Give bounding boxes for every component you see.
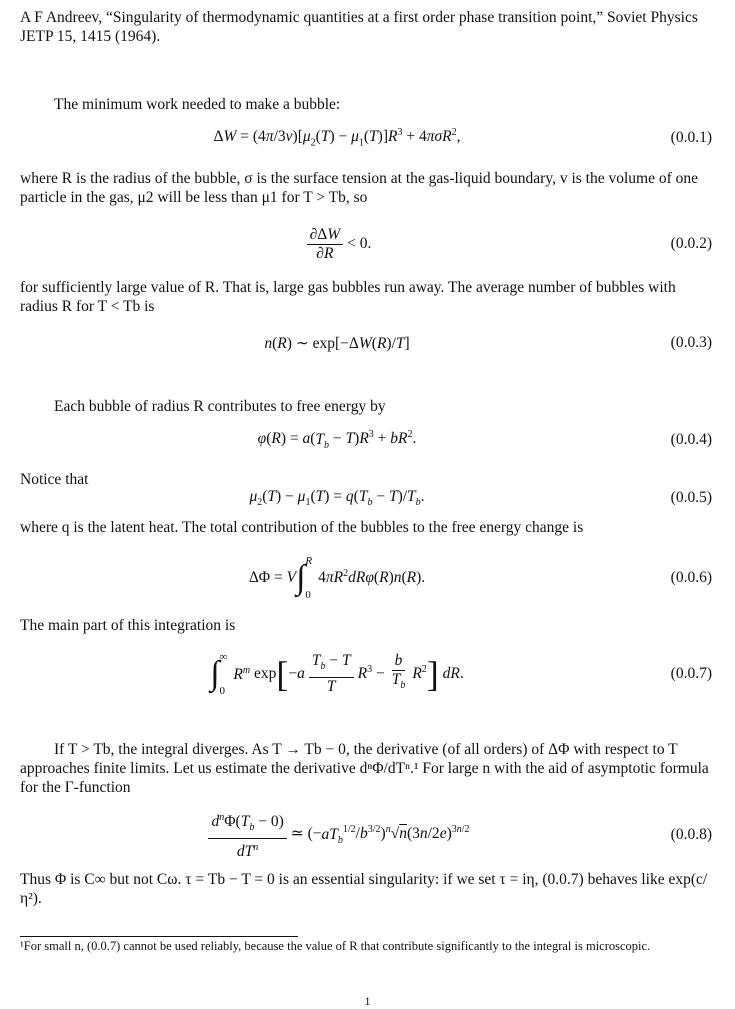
equation-number: (0.0.7) xyxy=(670,665,712,682)
equation-0-0-3: n(R) ∼ exp[−ΔW(R)/T] (0.0.3) xyxy=(264,334,712,352)
intro-text: The minimum work needed to make a bubble: xyxy=(54,96,341,113)
notice-text: Notice that xyxy=(20,471,89,488)
paragraph-thus: Thus Φ is C∞ but not Cω. τ = Tb − T = 0 is an essential singularity: if we set τ = iη, (0.0.7) behaves like exp(c/η²). xyxy=(20,871,708,907)
equation-number: (0.0.8) xyxy=(670,826,712,843)
equation-0-0-5: $\mu_2(T) - \mu_1(T) = q(T_b - T)/T_b$. (0.0.5) xyxy=(249,487,712,509)
equation-number: (0.0.3) xyxy=(670,334,712,351)
paragraph-large: for sufficiently large value of R. That is, large gas bubbles run away. The average number of bubbles with radius R for T < Tb is xyxy=(20,279,676,315)
equation-0-0-1: $\Delta W = (4\pi/3v)[\mu_2(T) - \mu_1(T)]R^3 + 4\pi\sigma R^2$, (0.0.1) xyxy=(213,127,712,149)
paragraph-where: where R is the radius of the bubble, σ is the surface tension at the gas-liquid boundary, v is the volume of one particle in the gas, μ2 will be less than μ1 for T > Tb, so xyxy=(20,170,698,206)
reference-citation: A F Andreev, “Singularity of thermodynamic quantities at a first order phase transition point,” Soviet Physics JETP 15, 1415 (1964). xyxy=(20,9,698,45)
equation-number: (0.0.6) xyxy=(670,569,712,586)
footnote-rule xyxy=(20,936,298,937)
page-number: 1 xyxy=(364,994,371,1008)
equation-0-0-7: ∫ ∞ 0 $R^m$ exp [ −a $\frac{T_b - T}{T}$ $R^3$ − $\frac{b}{T_b}$ $R^2$ ] dR. (0.0.7) xyxy=(210,651,712,697)
equation-number: (0.0.5) xyxy=(670,489,712,506)
paragraph-each: Each bubble of radius R contributes to free energy by xyxy=(54,398,386,415)
equation-0-0-8: $\frac{d^n\Phi(T_b - 0)}{dT^n}$ ≃ $(-aT_b^{1/2}/b^{3/2})^n√n(3n/2e)^{3n/2}$ (0.0.8) xyxy=(20,812,714,858)
equation-number: (0.0.4) xyxy=(670,431,712,448)
footnote: ¹For small n, (0.0.7) cannot be used reliably, because the value of R that contribute significantly to the integral is microscopic. xyxy=(20,939,651,953)
equation-number: (0.0.2) xyxy=(670,235,712,252)
equation-0-0-6: ΔΦ = V ∫ R 0 $4\pi R^2dR\varphi(R)n(R)$. (0.0.6) xyxy=(248,555,712,601)
paragraph-main: The main part of this integration is xyxy=(20,617,236,634)
equation-number: (0.0.1) xyxy=(670,129,712,146)
paragraph-diverge: If T > Tb, the integral diverges. As T → Tb − 0, the derivative (of all orders) of ΔΦ with respect to T approaches finite limits. Let us estimate the derivative dⁿΦ/dTⁿ.¹ For large n with the aid of asymptotic formula for the Γ-function xyxy=(20,741,709,796)
equation-0-0-2: $\frac{\partial\Delta W}{\partial R}$ < 0. (0.0.2) xyxy=(20,222,714,266)
equation-0-0-4: $\varphi(R) = a(T_b - T)R^3 + bR^2$. (0.0.4) xyxy=(257,429,712,451)
paragraph-latent: where q is the latent heat. The total contribution of the bubbles to the free energy change is xyxy=(20,519,584,536)
